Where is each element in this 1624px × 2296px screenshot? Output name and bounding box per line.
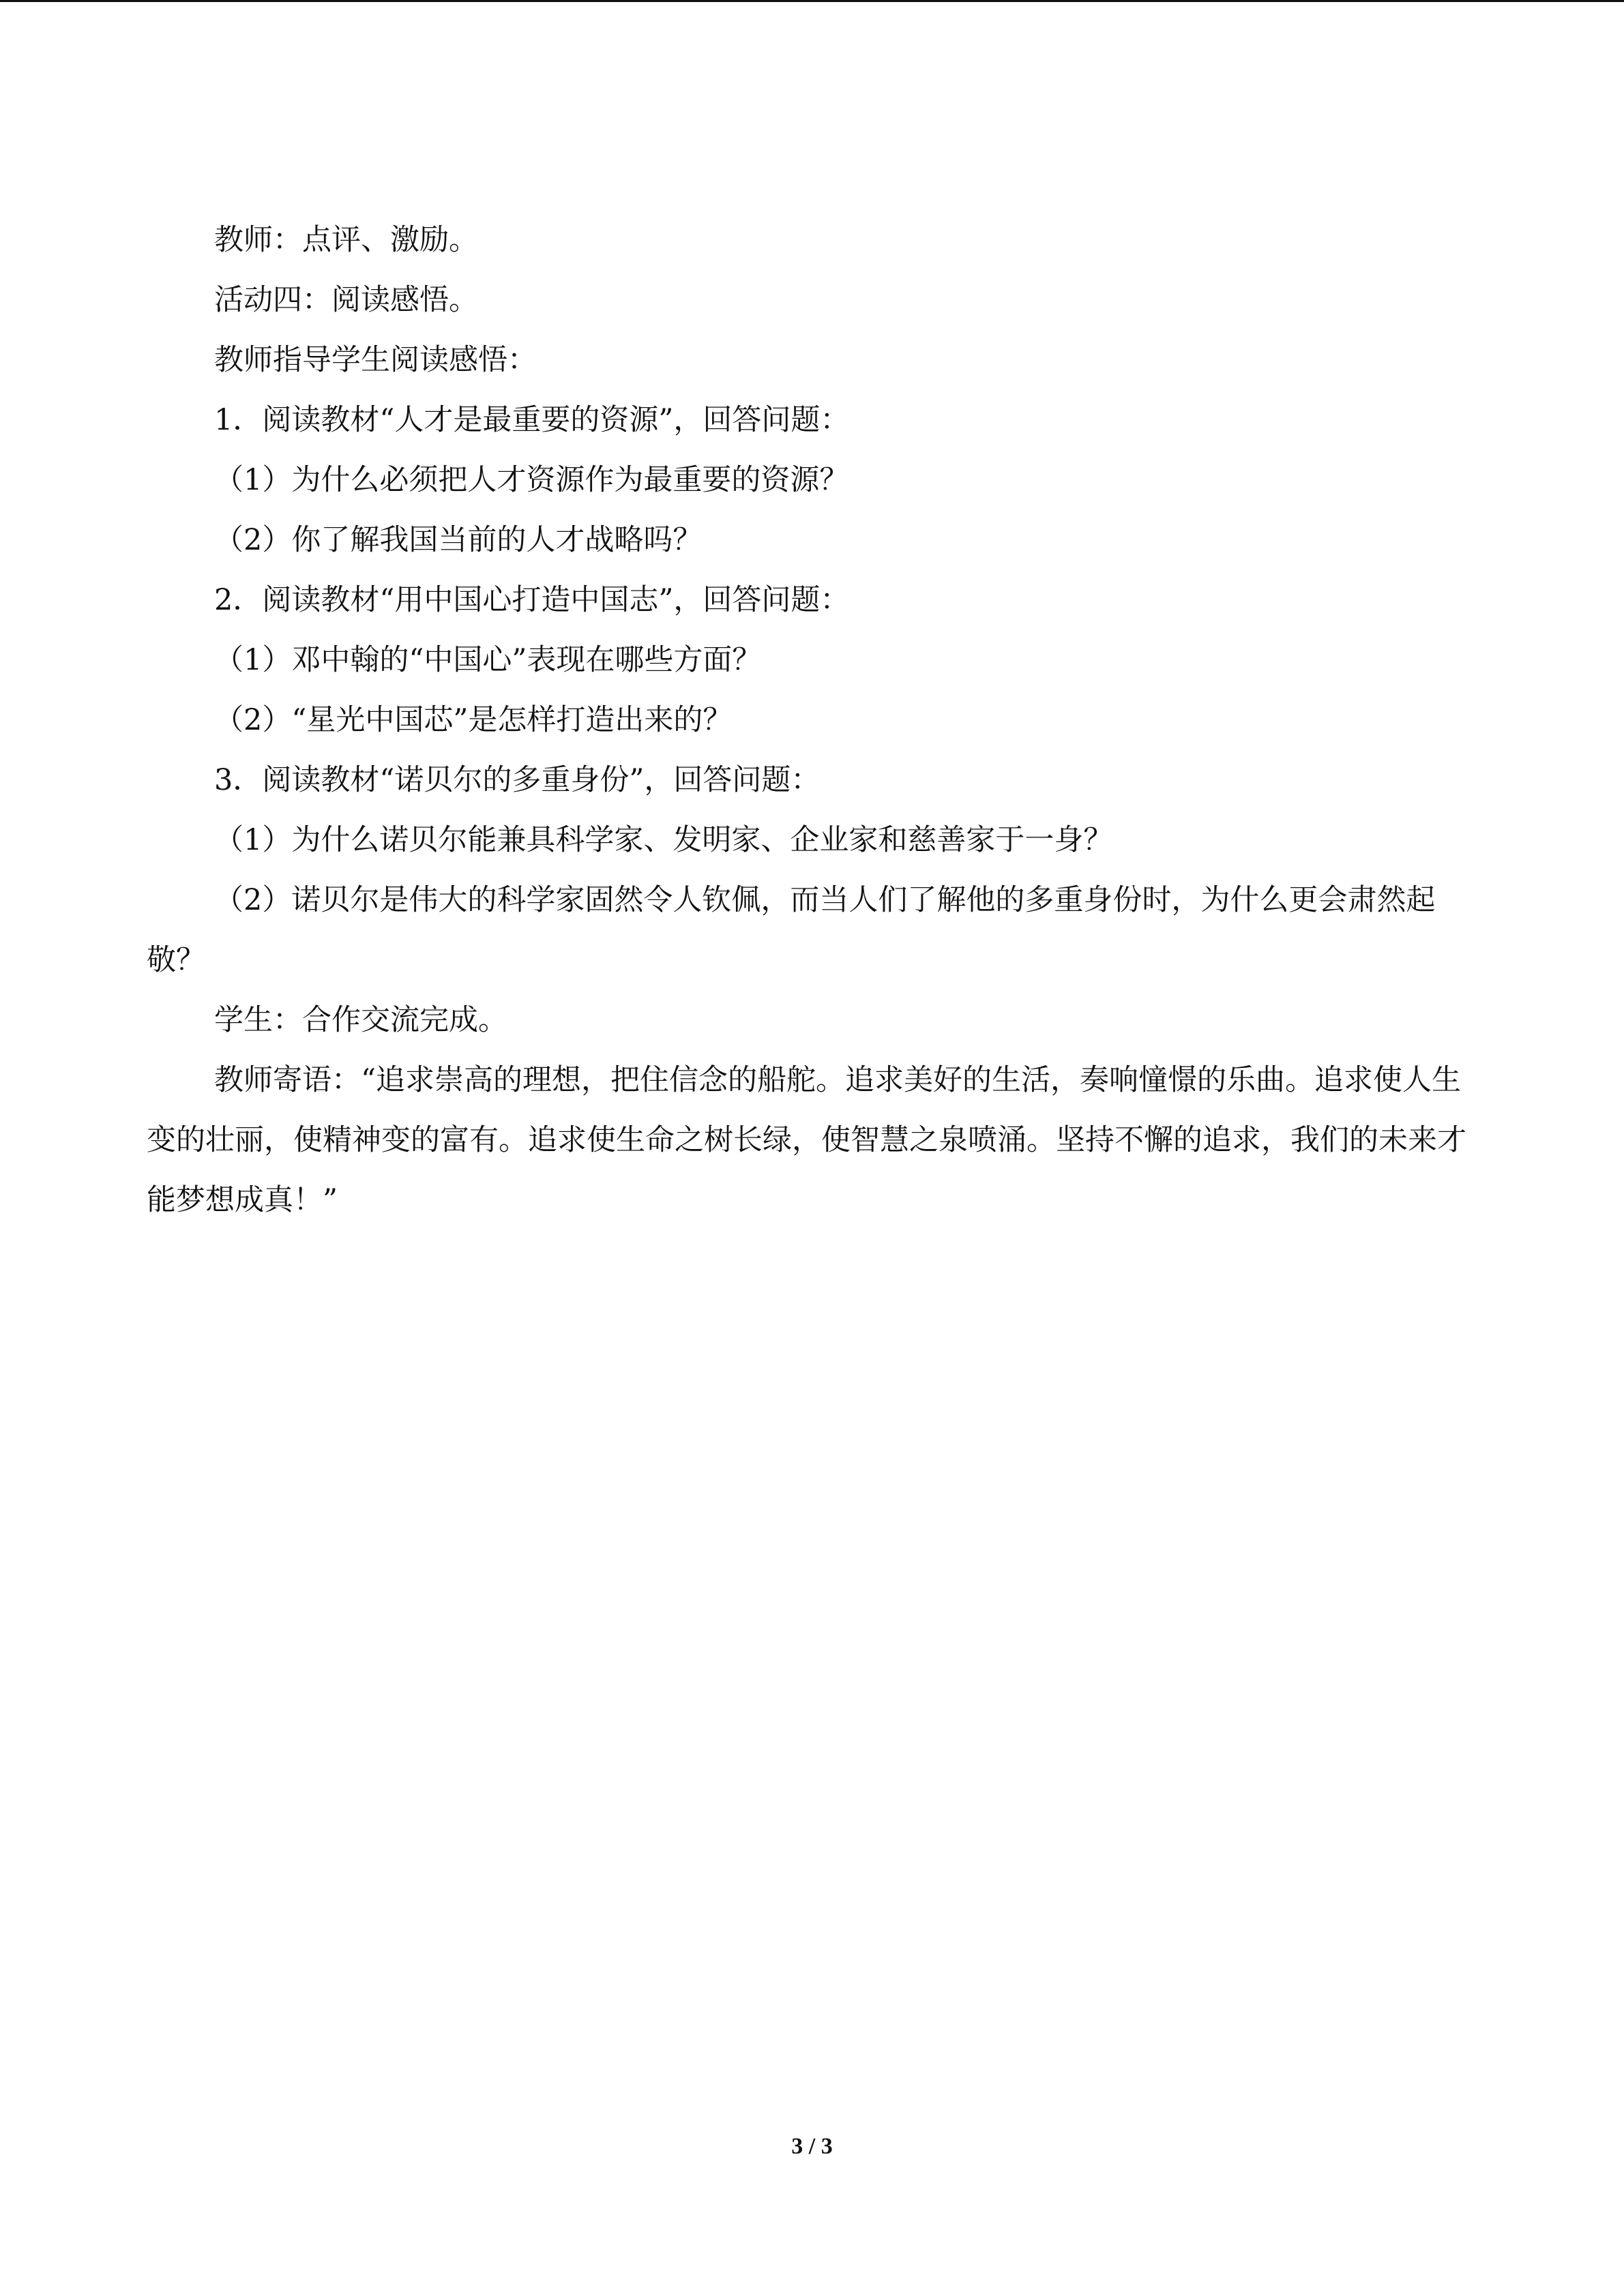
paragraph-activity-four: 活动四：阅读感悟。 xyxy=(214,283,478,317)
paragraph-question-2-1: （1）邓中翰的“中国心”表现在哪些方面？ xyxy=(214,643,762,677)
document-body xyxy=(147,210,1473,1230)
paragraph-teacher-guidance: 教师指导学生阅读感悟： xyxy=(214,343,537,377)
page-number: 3 / 3 xyxy=(791,2134,833,2159)
paragraph-question-2-2: （2）“星光中国芯”是怎样打造出来的？ xyxy=(214,703,733,737)
paragraph-question-1-2: （2）你了解我国当前的人才战略吗？ xyxy=(214,523,703,557)
paragraph-teacher-comment: 教师：点评、激励。 xyxy=(214,223,478,257)
paragraph-reading-3: 3．阅读教材“诺贝尔的多重身份”，回答问题： xyxy=(214,763,821,797)
paragraph-reading-1: 1．阅读教材“人才是最重要的资源”，回答问题： xyxy=(214,403,850,437)
paragraph-reading-2: 2．阅读教材“用中国心打造中国志”，回答问题： xyxy=(214,583,850,617)
paragraph-teacher-message: 教师寄语：“追求崇高的理想，把住信念的船舵。追求美好的生活，奏响憧憬的乐曲。追求使人生变的壮丽，使精神变的富有。追求使生命之树长绿，使智慧之泉喷涌。坚持不懈的追求，我们的未来才能梦想成真！” xyxy=(147,1063,1466,1217)
paragraph-student-action: 学生：合作交流完成。 xyxy=(214,1003,507,1037)
paragraph-question-3-1: （1）为什么诺贝尔能兼具科学家、发明家、企业家和慈善家于一身？ xyxy=(214,823,1113,857)
paragraph-question-1-1: （1）为什么必须把人才资源作为最重要的资源？ xyxy=(214,463,849,497)
paragraph-question-3-2: （2）诺贝尔是伟大的科学家固然令人钦佩，而当人们了解他的多重身份时，为什么更会肃然起敬？ xyxy=(147,883,1436,977)
